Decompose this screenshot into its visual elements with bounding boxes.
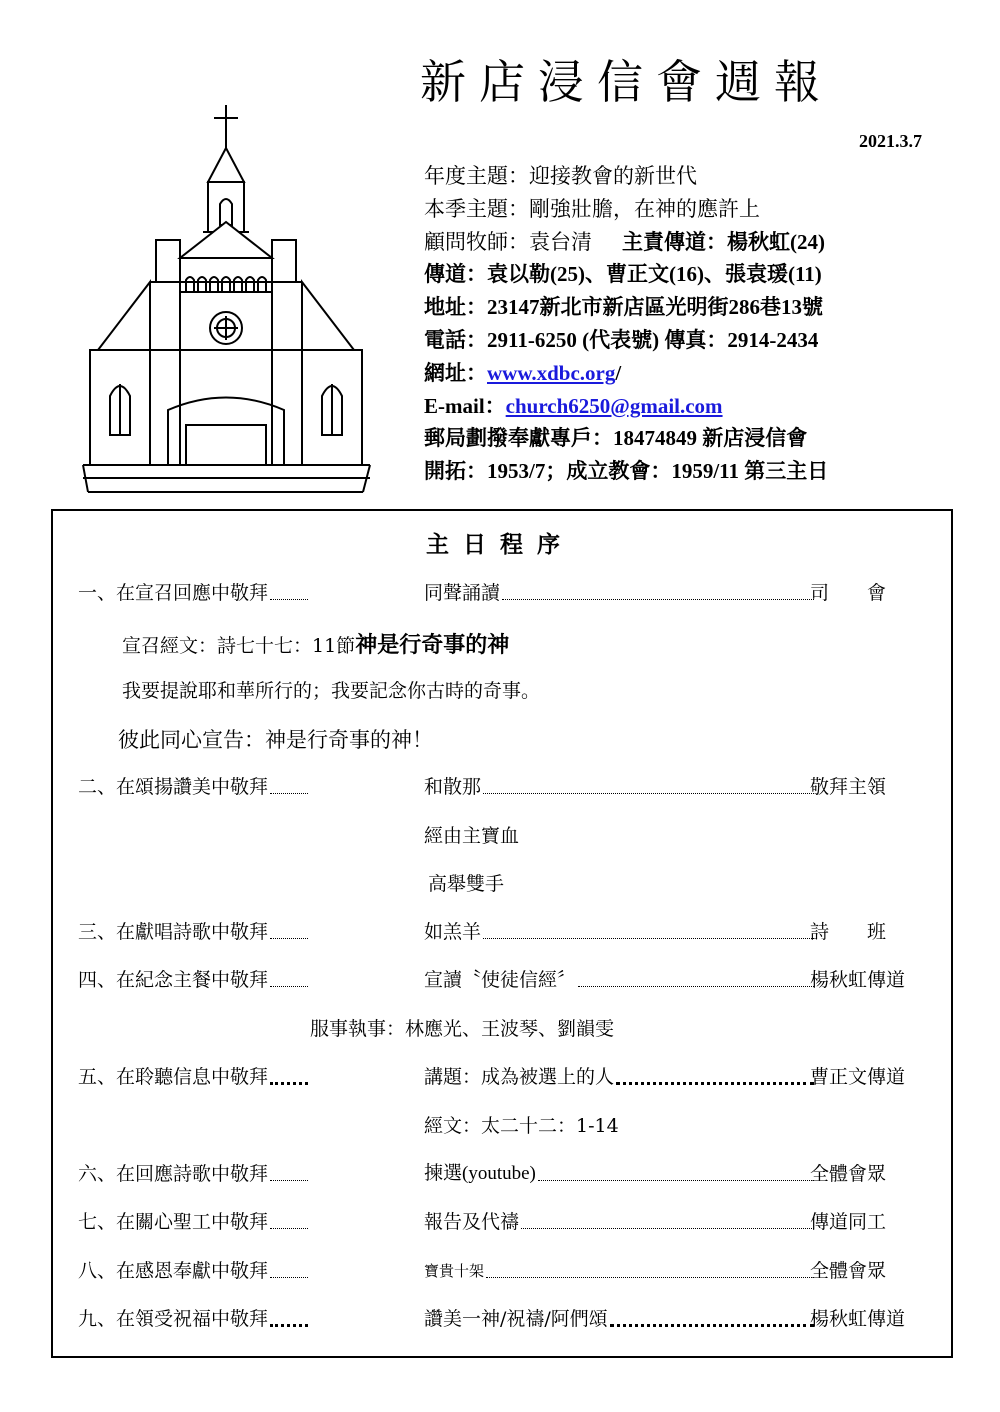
phone-fax: 電話：2911-6250 (代表號) 傳真：2914-2434 bbox=[424, 327, 819, 352]
worship-song: 高舉雙手 bbox=[428, 873, 505, 895]
scripture: 經文：太二十二：1-14 bbox=[424, 1115, 619, 1137]
year-theme: 年度主題：迎接教會的新世代 bbox=[424, 164, 697, 188]
website-line: 網址：www.xdbc.org/ bbox=[424, 360, 622, 385]
call-verse: 宣召經文：詩七十七：11節神是行奇事的神 bbox=[122, 633, 510, 658]
program-row: 一、在宣召回應中敬拜 同聲誦讀 司 會 bbox=[78, 578, 906, 608]
program-row: 七、在關心聖工中敬拜 報告及代禱 傳道同工 bbox=[78, 1207, 906, 1237]
bulletin-date: 2021.3.7 bbox=[859, 131, 922, 151]
worship-song: 經由主寶血 bbox=[424, 825, 520, 847]
program-row: 二、在頌揚讚美中敬拜 和散那 敬拜主領 bbox=[78, 772, 906, 802]
email-link[interactable]: church6250@gmail.com bbox=[505, 393, 723, 418]
church-illustration bbox=[78, 100, 388, 510]
declaration: 彼此同心宣告：神是行奇事的神！ bbox=[118, 728, 433, 752]
program-row: 六、在回應詩歌中敬拜 揀選(youtube) 全體會眾 bbox=[78, 1159, 906, 1189]
preachers: 傳道：袁以勒(25)、曹正文(16)、張袁瑗(11) bbox=[424, 262, 822, 287]
website-link[interactable]: www.xdbc.org bbox=[487, 360, 616, 385]
postal-account: 郵局劃撥奉獻專戶：18474849 新店浸信會 bbox=[424, 426, 808, 451]
address: 地址：23147新北市新店區光明街286巷13號 bbox=[424, 295, 823, 320]
program-row: 九、在領受祝福中敬拜 讚美一神/祝禱/阿們頌 楊秋虹傳道 bbox=[78, 1304, 906, 1334]
email-label: E-mail： bbox=[424, 393, 506, 418]
program-title: 主日程序 bbox=[426, 532, 574, 558]
season-theme: 本季主題：剛強壯膽，在神的應許上 bbox=[424, 196, 760, 221]
deacons-serving: 服事執事：林應光、王波琴、劉韻雯 bbox=[310, 1018, 615, 1040]
call-verse-text: 我要提說耶和華所行的；我要記念你古時的奇事。 bbox=[122, 680, 541, 702]
pastors-line bbox=[424, 226, 964, 259]
program-row: 八、在感恩奉獻中敬拜 寶貴十架 全體會眾 bbox=[78, 1256, 906, 1286]
lead-pastor: 主責傳道：楊秋虹(24) bbox=[622, 229, 825, 254]
email-line bbox=[424, 390, 964, 423]
program-row: 三、在獻唱詩歌中敬拜 如羔羊 詩 班 bbox=[78, 917, 906, 947]
bulletin-title: 新店浸信會週報 bbox=[420, 55, 833, 109]
program-row: 四、在紀念主餐中敬拜 宣讀〝使徒信經〞 楊秋虹傳道 bbox=[78, 965, 906, 995]
founded-line: 開拓：1953/7；成立教會：1959/11 第三主日 bbox=[424, 459, 829, 484]
website-label: 網址： bbox=[424, 360, 487, 385]
program-row: 五、在聆聽信息中敬拜 講題：成為被選上的人 曹正文傳道 bbox=[78, 1062, 906, 1092]
advisor-pastor: 顧問牧師：袁台清 bbox=[424, 229, 592, 254]
church-info bbox=[424, 160, 964, 488]
